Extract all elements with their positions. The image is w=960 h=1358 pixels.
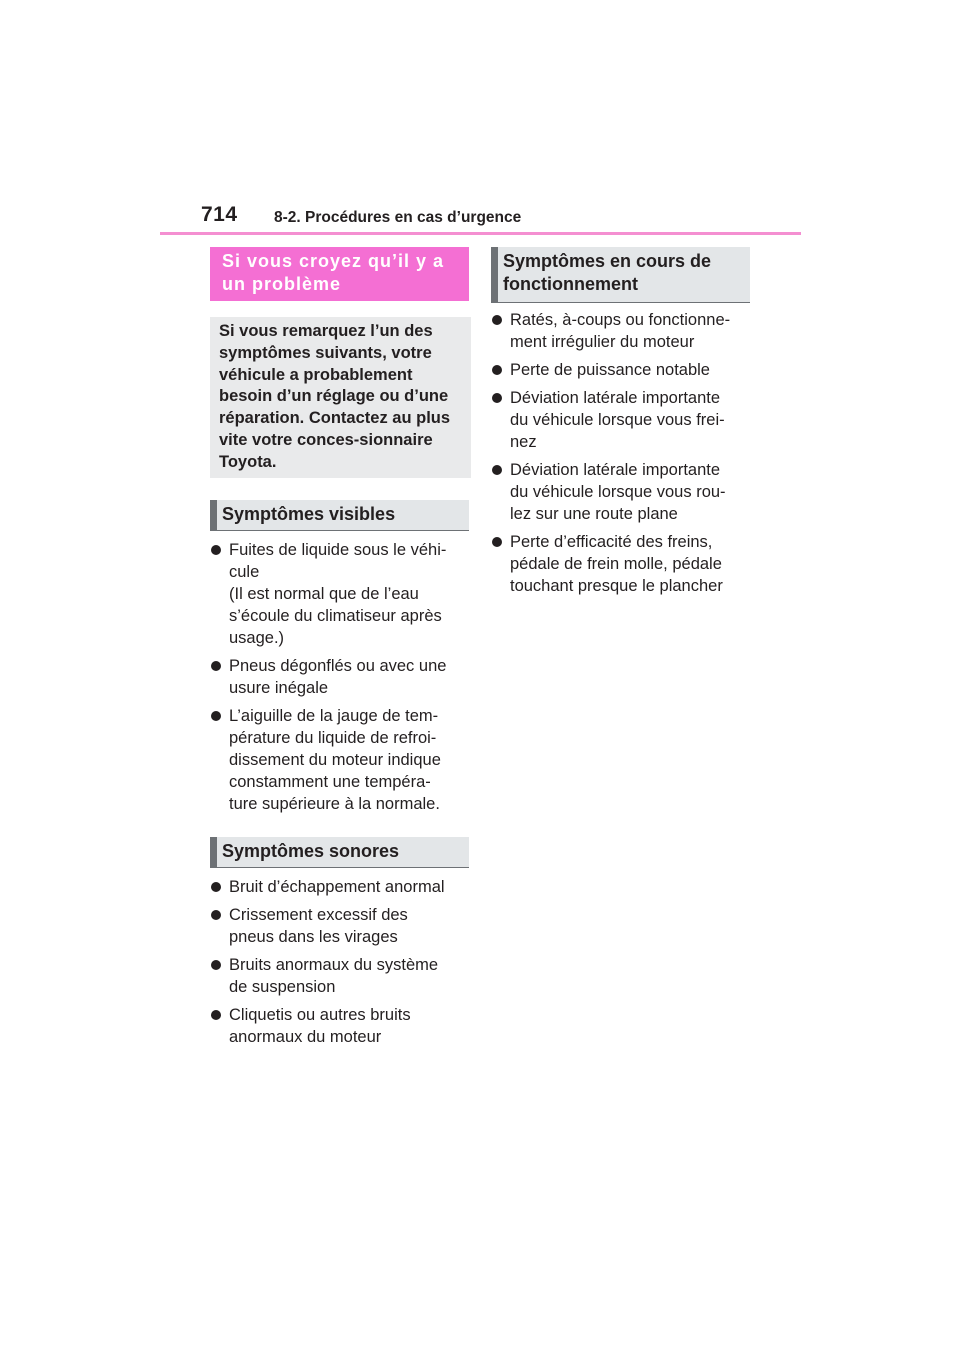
sound-symptoms-heading	[210, 837, 469, 868]
bullet-icon	[211, 1010, 221, 1020]
list-item: Pneus dégonflés ou avec une usure inégale	[210, 655, 470, 699]
list-item: Perte de puissance notable	[491, 359, 751, 381]
section-header: 8-2. Procédures en cas d’urgence	[274, 209, 522, 226]
list-item: Ratés, à-coups ou fonctionne- ment irrégulier du moteur	[491, 309, 751, 353]
list-item: Cliquetis ou autres bruits anormaux du moteur	[210, 1004, 470, 1048]
visible-symptoms-list	[210, 539, 470, 821]
bullet-icon	[211, 910, 221, 920]
list-item: Perte d’efficacité des freins, pédale de frein molle, pédale touchant presque le plancher	[491, 531, 751, 597]
list-item: Crissement excessif des pneus dans les virages	[210, 904, 470, 948]
bullet-icon	[492, 315, 502, 325]
bullet-icon	[492, 365, 502, 375]
bullet-icon	[211, 882, 221, 892]
bullet-icon	[492, 465, 502, 475]
list-item: Fuites de liquide sous le véhi- cule (Il est normal que de l’eau s’écoule du climatiseur après usage.)	[210, 539, 470, 649]
intro-title-box	[210, 247, 469, 301]
operation-symptoms-list	[491, 309, 751, 603]
sound-symptoms-heading-text: Symptômes sonores	[222, 841, 400, 861]
list-item: Bruit d’échappement anormal	[210, 876, 470, 898]
header-rule	[160, 232, 801, 235]
operation-symptoms-heading	[491, 247, 750, 303]
bullet-icon	[211, 545, 221, 555]
visible-symptoms-heading-text: Symptômes visibles	[222, 504, 396, 524]
intro-title: Si vous croyez qu’il y a un problème	[222, 251, 445, 294]
list-item: Déviation latérale importante du véhicule lorsque vous frei- nez	[491, 387, 751, 453]
sound-symptoms-list	[210, 876, 470, 1054]
bullet-icon	[211, 661, 221, 671]
bullet-icon	[492, 393, 502, 403]
operation-symptoms-heading-text: Symptômes en cours de fonctionnement	[503, 251, 712, 294]
list-item: L’aiguille de la jauge de tem- pérature du liquide de refroi- dissement du moteur indique constamment une tempéra- ture supérieure à la normale.	[210, 705, 470, 815]
intro-body: Si vous remarquez l’un des symptômes suivants, votre véhicule a probablement besoin d’un réglage ou d’une réparation. Contactez au plus vite votre conces-sionnaire Toyota.	[219, 322, 451, 471]
list-item: Bruits anormaux du système de suspension	[210, 954, 470, 998]
bullet-icon	[492, 537, 502, 547]
visible-symptoms-heading	[210, 500, 469, 531]
list-item: Déviation latérale importante du véhicule lorsque vous rou- lez sur une route plane	[491, 459, 751, 525]
page-number: 714	[201, 203, 238, 226]
bullet-icon	[211, 960, 221, 970]
bullet-icon	[211, 711, 221, 721]
intro-body-box	[210, 317, 471, 478]
